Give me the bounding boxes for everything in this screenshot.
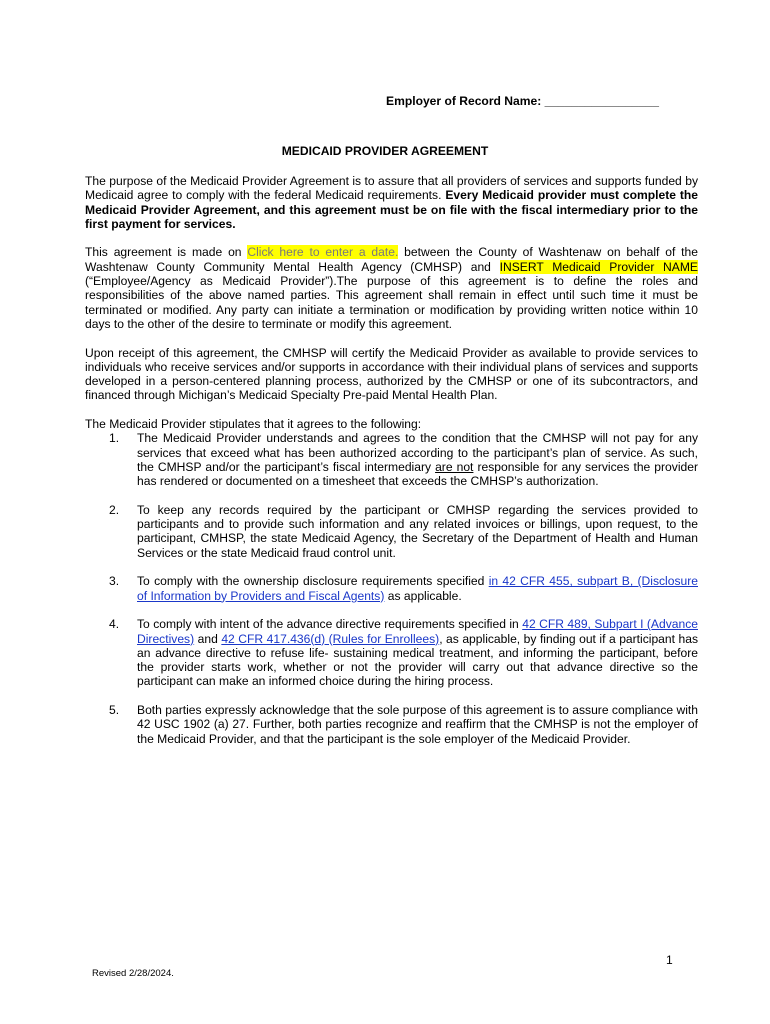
page-title: MEDICAID PROVIDER AGREEMENT (281, 144, 489, 158)
cfr-455-link[interactable]: in 42 CFR 455, subpart B, (Disclosure of Information by Providers and Fiscal Agents) (137, 574, 698, 603)
list-item (85, 617, 698, 688)
stipulation-list (85, 431, 698, 746)
agreement-text-1: This agreement is made on (85, 245, 248, 260)
item1-text-b: responsible for any services the provider has rendered or documented on a timesheet that exceeds the CMHSP’s authorization. (137, 459, 699, 489)
item1-text-a: The Medicaid Provider understands and agrees to the condition that the CMHSP will not pay for any services that exceed what has been authorized according to the participant’s plan of service. As such, the CMHSP and/or the participant’s fiscal intermediary (137, 431, 698, 474)
list-item-number: 4. (109, 617, 120, 632)
list-item (85, 503, 698, 560)
list-item-text: Both parties expressly acknowledge that the sole purpose of this agreement is to assure compliance with 42 USC 1902 (a) 27. Further, both parties recognize and reaffirm that the CMHSP is not the employer of the Medicaid Provider, and that the participant is the sole employer of the Medicaid Provider. (137, 702, 698, 746)
intro-text: The purpose of the Medicaid Provider Agreement is to assure that all providers of services and supports funded by Medicaid agree to comply with the federal Medicaid requirements. (85, 174, 698, 203)
list-item-number: 2. (109, 502, 120, 517)
agreement-text-2: between the County of Washtenaw on behalf of the Washtenaw County Community Mental Health Agency (CMHSP) and (85, 245, 698, 274)
item4-text-b: and (194, 631, 222, 646)
employer-of-record-field[interactable]: Employer of Record Name: _________________ (386, 94, 659, 108)
intro-paragraph (85, 174, 698, 231)
item4-text-c: , as applicable, by finding out if a participant has an advance directive to refuse life- sustaining medical treatment, and informing the participant, before the provider starts work, whether or not the provider will carry out that advance directive so the participant can make an informed choice during the hiring process. (137, 631, 699, 689)
list-item-text (137, 574, 698, 603)
cfr-489-link[interactable]: 42 CFR 489, Subpart I (Advance Directives) (137, 617, 698, 646)
list-item-number: 5. (109, 702, 120, 717)
item3-text-a: To comply with the ownership disclosure requirements specified (137, 574, 489, 589)
document-body (85, 174, 698, 760)
list-item-text (137, 617, 698, 688)
list-item-number: 3. (109, 574, 120, 589)
agreement-text-3: (“Employee/Agency as Medicaid Provider”).The purpose of this agreement is to define the roles and responsibilities of the above named parties. This agreement shall remain in effect until such time it must be terminated or modified. Any party can initiate a termination or modification by providing written notice within 10 days to the other of the desire to terminate or modify this agreement. (85, 274, 698, 331)
list-item-number: 1. (109, 431, 120, 446)
list-item (85, 703, 698, 746)
date-picker-field[interactable]: Click here to enter a date. (247, 245, 399, 260)
are-not-underlined: are not (435, 459, 474, 474)
list-item (85, 431, 698, 488)
item4-text-a: To comply with intent of the advance directive requirements specified in (137, 617, 523, 632)
page-number: 1 (666, 953, 673, 967)
list-item-text (137, 431, 698, 488)
list-item (85, 574, 698, 603)
intro-bold-text: Every Medicaid provider must complete the Medicaid Provider Agreement, and this agreement must be on file with the fiscal intermediary prior to the first payment for services. (85, 188, 698, 231)
agreement-paragraph (85, 245, 698, 331)
receipt-paragraph: Upon receipt of this agreement, the CMHSP will certify the Medicaid Provider as available to provide services to individuals who receive services and/or supports in accordance with their individual plans of services and supports developed in a person-centered planning process, authorized by the CMHSP or one of its subcontractors, and financed through Michigan’s Medicaid Specialty Pre-paid Mental Health Plan. (85, 345, 698, 403)
cfr-417-link[interactable]: 42 CFR 417.436(d) (Rules for Enrollees) (221, 631, 440, 646)
item3-text-b: as applicable. (384, 588, 462, 603)
stipulates-paragraph: The Medicaid Provider stipulates that it agrees to the following: (85, 417, 422, 432)
list-item-text: To keep any records required by the participant or CMHSP regarding the services provided to participants and to provide such information and any related invoices or billings, upon request, to the participant, CMHSP, the state Medicaid Agency, the Secretary of the Department of Health and Human Services or the state Medicaid fraud control unit. (137, 502, 698, 560)
provider-name-field[interactable]: INSERT Medicaid Provider NAME (499, 259, 698, 274)
revised-date: Revised 2/28/2024. (92, 968, 174, 979)
